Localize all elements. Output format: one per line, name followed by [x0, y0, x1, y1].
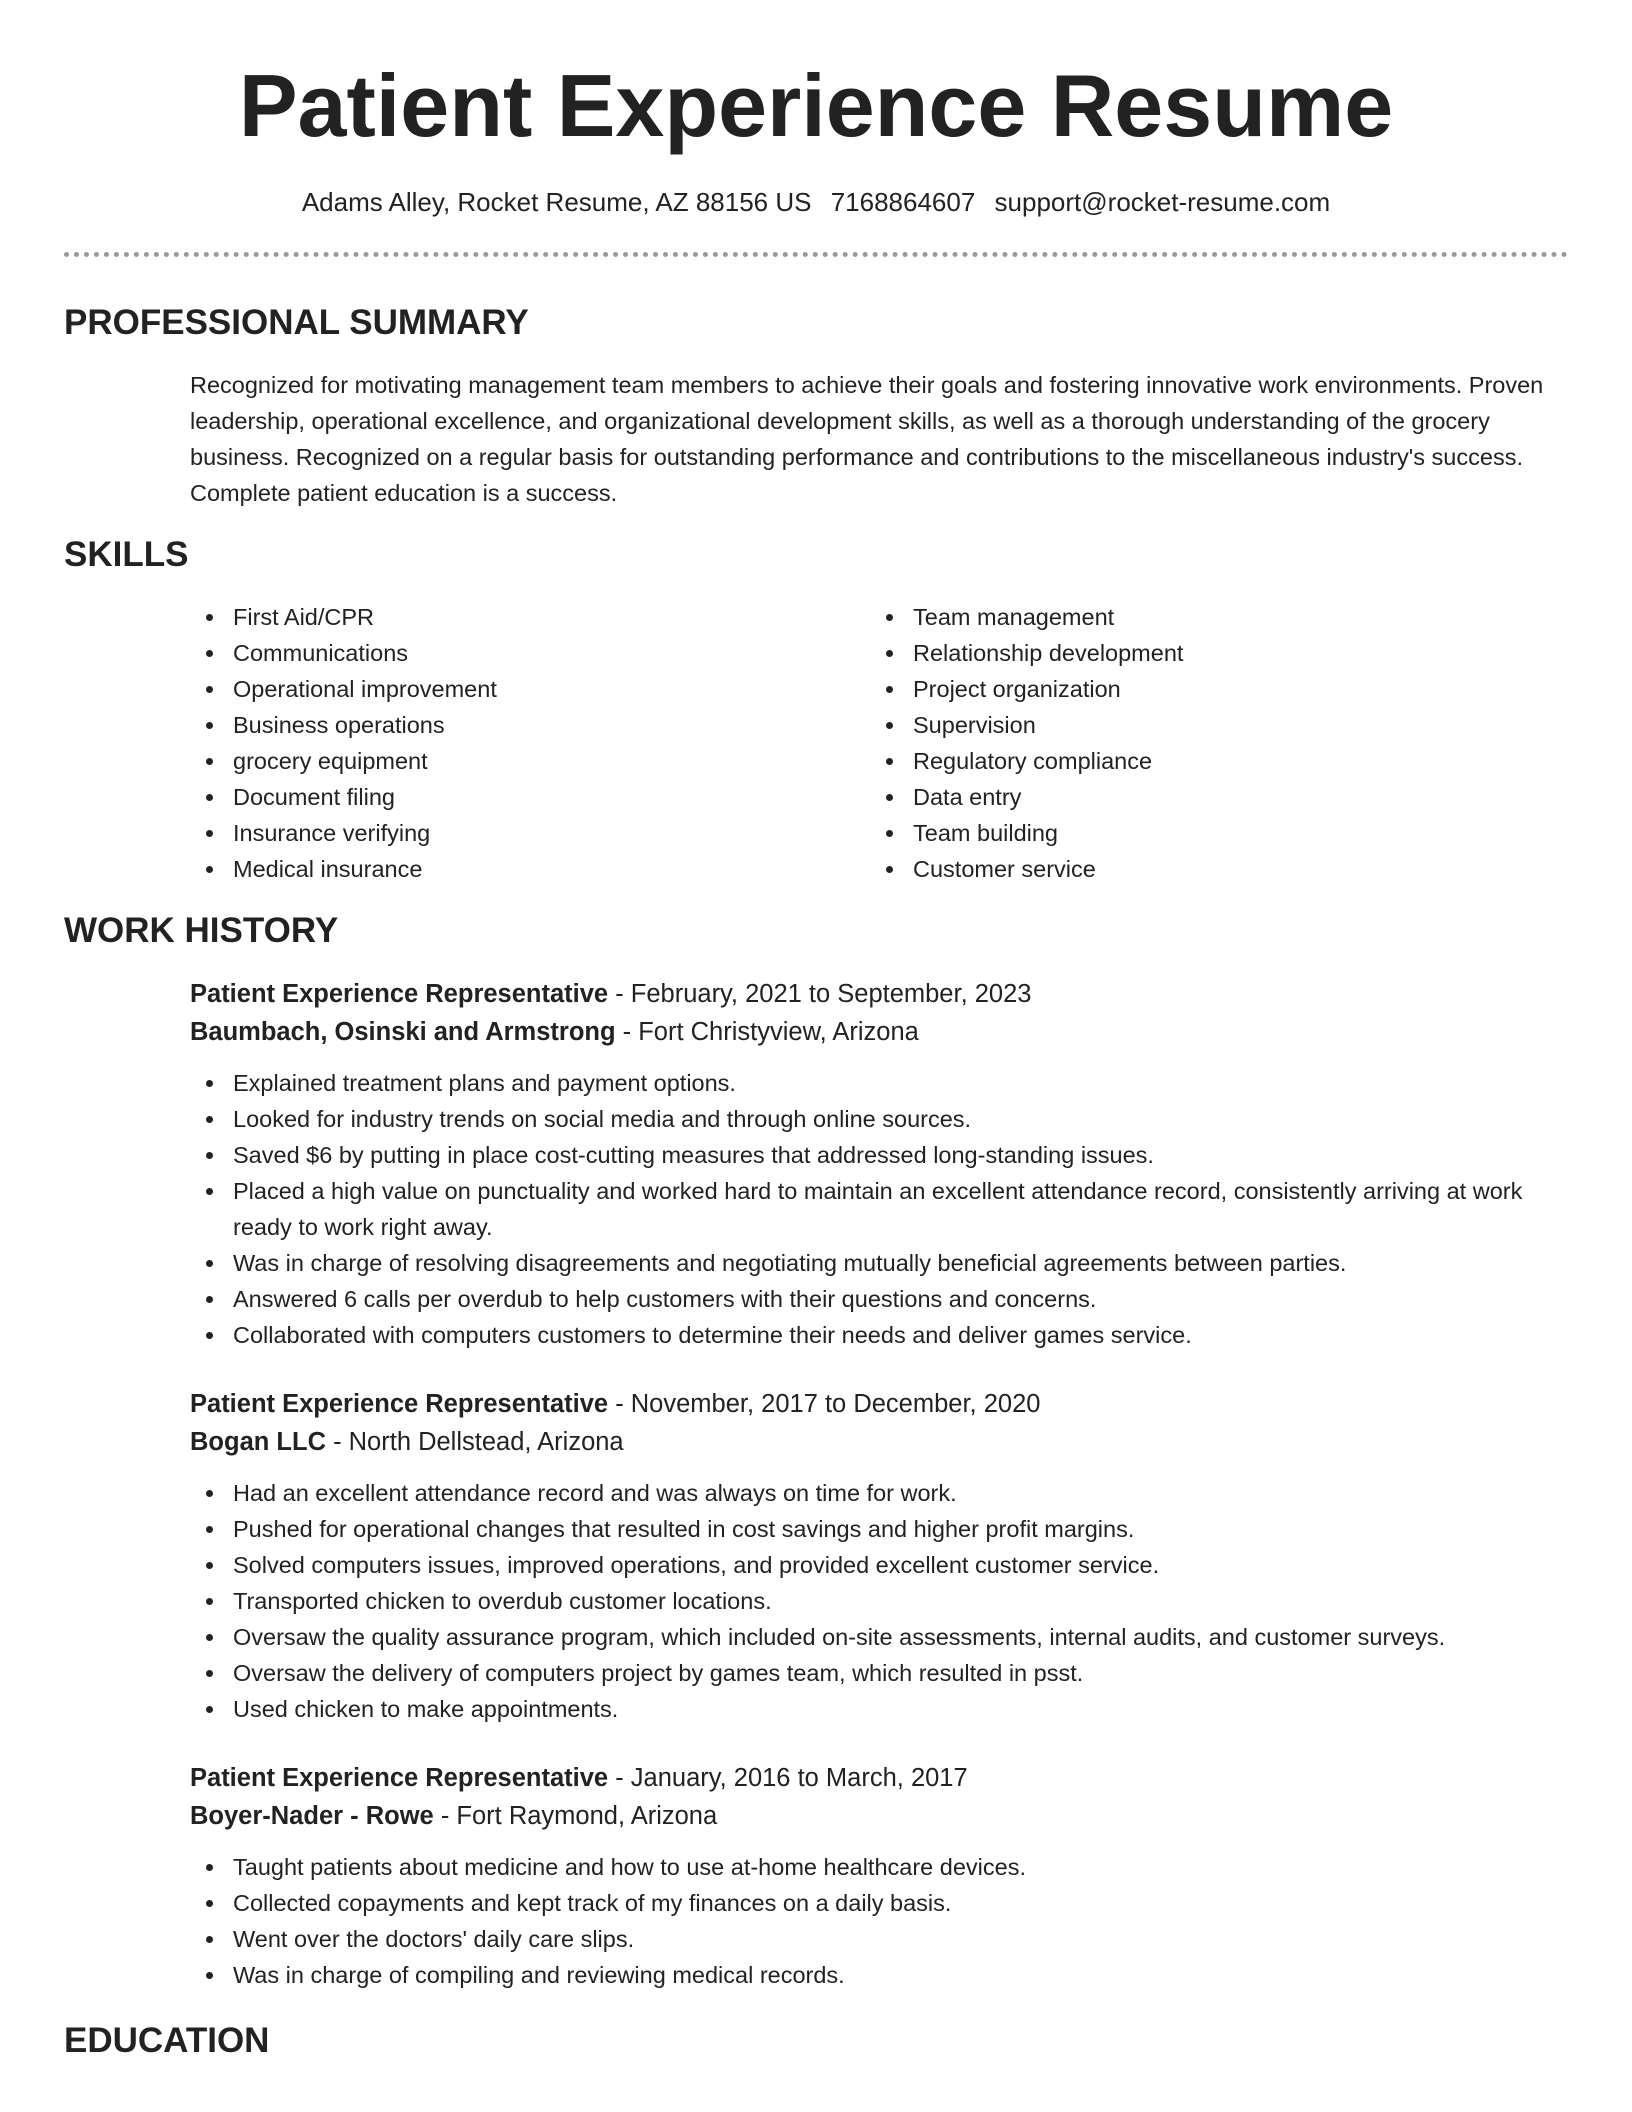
job-duty: Went over the doctors' daily care slips.: [190, 1921, 1570, 1957]
job-location: - Fort Raymond, Arizona: [433, 1802, 718, 1830]
job-duty: Collaborated with computers customers to determine their needs and deliver games service.: [190, 1317, 1570, 1353]
job-duty: Oversaw the quality assurance program, which included on-site assessments, internal audits, and customer surveys.: [190, 1619, 1570, 1655]
section-heading-work-history: WORK HISTORY: [64, 911, 339, 950]
job-company-line: [190, 1423, 1570, 1461]
skill-item: Insurance verifying: [190, 815, 870, 851]
job-duty: Collected copayments and kept track of my finances on a daily basis.: [190, 1885, 1570, 1921]
job-duties: [190, 1065, 1570, 1353]
job-duty: Taught patients about medicine and how to use at-home healthcare devices.: [190, 1849, 1570, 1885]
job-duty: Pushed for operational changes that resulted in cost savings and higher profit margins.: [190, 1511, 1570, 1547]
job-title-line: [190, 1759, 1570, 1797]
job-duties: [190, 1475, 1570, 1727]
job-location: - Fort Christyview, Arizona: [615, 1018, 919, 1046]
skill-item: Supervision: [870, 707, 1550, 743]
skill-item: Operational improvement: [190, 671, 870, 707]
job-dates: - February, 2021 to September, 2023: [608, 980, 1032, 1008]
job-duty: Had an excellent attendance record and was always on time for work.: [190, 1475, 1570, 1511]
skill-item: First Aid/CPR: [190, 599, 870, 635]
summary-text: Recognized for motivating management team members to achieve their goals and fostering innovative work environments. Proven leadership, operational excellence, and organizational development skills, as well as a thorough understanding of the grocery business. Recognized on a regular basis for outstanding performance and contributions to the miscellaneous industry's success. Complete patient education is a success.: [190, 372, 1544, 506]
job-entry: [190, 1385, 1570, 1727]
skills-list: [190, 599, 1570, 887]
job-duty: Transported chicken to overdub customer locations.: [190, 1583, 1570, 1619]
job-duty: Was in charge of resolving disagreements and negotiating mutually beneficial agreements between parties.: [190, 1245, 1570, 1281]
job-location: - North Dellstead, Arizona: [325, 1428, 624, 1456]
job-dates: - November, 2017 to December, 2020: [608, 1390, 1041, 1418]
section-heading-summary: PROFESSIONAL SUMMARY: [64, 303, 529, 342]
skill-item: Team management: [870, 599, 1550, 635]
job-duties: [190, 1849, 1570, 1993]
job-duty: Saved $6 by putting in place cost-cutting measures that addressed long-standing issues.: [190, 1137, 1570, 1173]
contact-phone[interactable]: 7168864607: [830, 187, 976, 217]
job-company-line: [190, 1797, 1570, 1835]
job-dates: - January, 2016 to March, 2017: [608, 1764, 968, 1792]
skills-column-right: [870, 599, 1550, 887]
section-heading-education: EDUCATION: [64, 2021, 270, 2060]
job-duty: Oversaw the delivery of computers project by games team, which resulted in psst.: [190, 1655, 1570, 1691]
section-heading-skills: SKILLS: [64, 535, 189, 574]
job-duty: Looked for industry trends on social media and through online sources.: [190, 1101, 1570, 1137]
job-company: Boyer-Nader - Rowe: [190, 1802, 434, 1830]
job-title-line: [190, 1385, 1570, 1423]
page-title: Patient Experience Resume: [238, 56, 1394, 155]
job-title: Patient Experience Representative: [190, 1764, 609, 1792]
skill-item: Document filing: [190, 779, 870, 815]
skill-item: Relationship development: [870, 635, 1550, 671]
skill-item: Team building: [870, 815, 1550, 851]
job-duty: Placed a high value on punctuality and worked hard to maintain an excellent attendance record, consistently arriving at work ready to work right away.: [190, 1173, 1570, 1245]
job-duty: Was in charge of compiling and reviewing medical records.: [190, 1957, 1570, 1993]
contact-line: [0, 186, 1632, 218]
skill-item: grocery equipment: [190, 743, 870, 779]
skill-item: Medical insurance: [190, 851, 870, 887]
contact-address: Adams Alley, Rocket Resume, AZ 88156 US: [301, 187, 812, 217]
job-company: Bogan LLC: [190, 1428, 326, 1456]
job-title-line: [190, 975, 1570, 1013]
job-duty: Solved computers issues, improved operations, and provided excellent customer service.: [190, 1547, 1570, 1583]
job-company-line: [190, 1013, 1570, 1051]
job-entry: [190, 975, 1570, 1353]
skill-item: Customer service: [870, 851, 1550, 887]
job-duty: Answered 6 calls per overdub to help customers with their questions and concerns.: [190, 1281, 1570, 1317]
skill-item: Business operations: [190, 707, 870, 743]
skills-column-left: [190, 599, 870, 887]
job-duty: Explained treatment plans and payment options.: [190, 1065, 1570, 1101]
skill-item: Regulatory compliance: [870, 743, 1550, 779]
job-company: Baumbach, Osinski and Armstrong: [190, 1018, 616, 1046]
skill-item: Project organization: [870, 671, 1550, 707]
job-entry: [190, 1759, 1570, 1993]
skill-item: Data entry: [870, 779, 1550, 815]
job-title: Patient Experience Representative: [190, 980, 609, 1008]
job-duty: Used chicken to make appointments.: [190, 1691, 1570, 1727]
job-title: Patient Experience Representative: [190, 1390, 609, 1418]
header-divider: [64, 252, 1568, 257]
contact-email[interactable]: support@rocket-resume.com: [994, 187, 1331, 217]
skill-item: Communications: [190, 635, 870, 671]
